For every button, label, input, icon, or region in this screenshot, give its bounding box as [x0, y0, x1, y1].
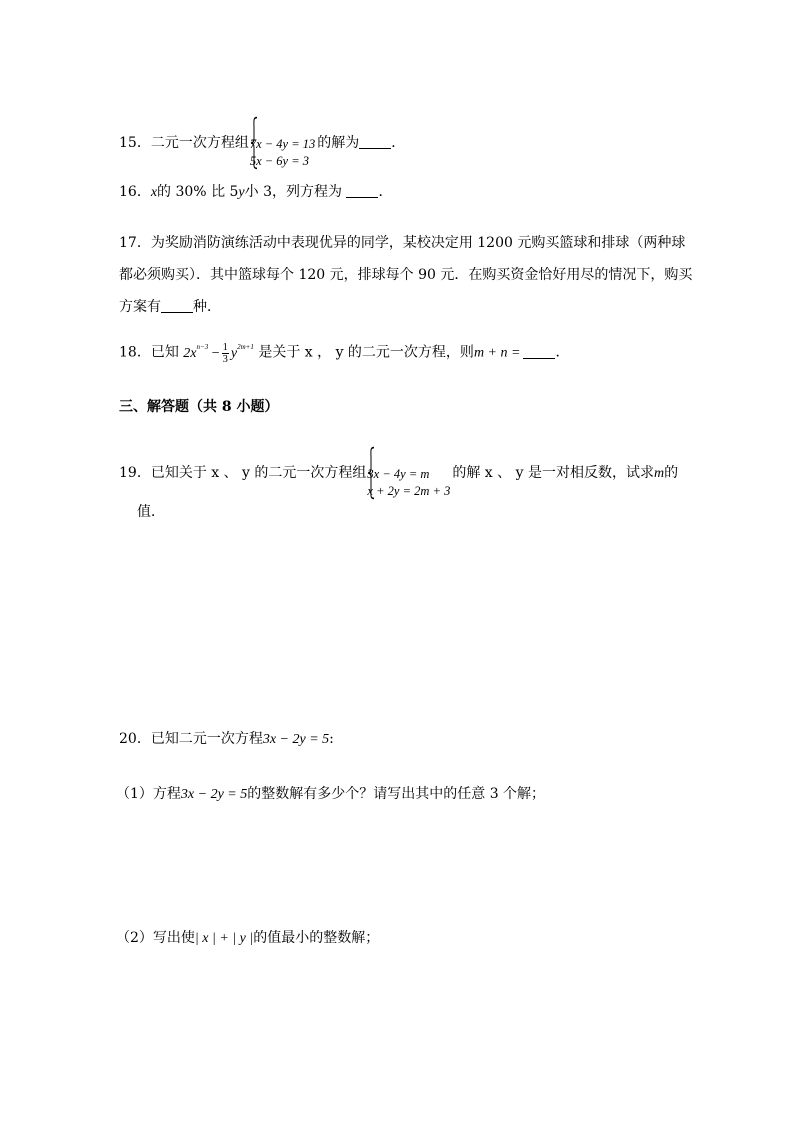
q19-eq2: x + 2y = 2m + 3: [367, 484, 451, 498]
question-19-line-2: 值．: [137, 504, 165, 520]
question-20-intro: 20．已知二元一次方程3x − 2y = 5:: [119, 731, 334, 747]
var-m: m: [653, 466, 665, 481]
question-20-part-1: （1）方程3x − 2y = 5的整数解有多少个？请写出其中的任意 3 个解；: [116, 786, 546, 802]
q18-m-plus-n: m + n =: [473, 345, 521, 361]
question-16: 16．x的 30% 比 5y小 3，列方程为 ．: [119, 184, 393, 200]
q19-eq1: 3x − 4y = m: [367, 467, 430, 481]
q18-expression: $2x^{n-3}$ − $\frac{1}{3}$ $y^{2m+1}$: [183, 342, 254, 365]
question-20-part-2: （2）写出使| x | + | y |的值最小的整数解；: [116, 930, 380, 946]
question-19: 19．已知关于 x 、 y 的二元一次方程组 3x − 4y = m x + 2y = 2m + 3 的解 x 、 y 是一对相反数，试求m的: [119, 446, 678, 500]
q19-equation-system: [367, 446, 450, 500]
q15-text-before: 15．二元一次方程组: [119, 135, 249, 151]
q15-eq2: 5x − 6y = 3: [249, 154, 310, 168]
left-brace-icon: [250, 116, 258, 170]
question-15: 15．二元一次方程组 7x − 4y = 13 5x − 6y = 3 的解为 ．: [119, 116, 405, 170]
question-17-line-2: 都必须购买）．其中篮球每个 120 元，排球每个 90 元．在购买资金恰好用尽的情况下，购买: [119, 267, 693, 283]
q16-answer-blank: [346, 183, 378, 198]
q18-answer-blank: [523, 344, 555, 359]
left-brace-icon: [367, 446, 375, 500]
var-y: y: [238, 185, 245, 200]
question-18: 18．已知 $2x^{n-3}$ − $\frac{1}{3}$ $y^{2m+1}$ 是关于 x ， y 的二元一次方程，则m + n = ．: [119, 342, 570, 365]
q15-answer-blank: [359, 134, 391, 149]
question-17-line-3: 方案有 种．: [119, 299, 221, 315]
q17-answer-blank: [161, 298, 193, 313]
q20-abs-expression: | x | + | y |: [194, 931, 254, 946]
q15-eq1: 7x − 4y = 13: [249, 137, 316, 151]
q15-equation-system: [250, 116, 315, 170]
var-x: x: [150, 185, 158, 200]
q20-equation: 3x − 2y = 5: [262, 732, 330, 747]
question-17-line-1: 17．为奖励消防演练活动中表现优异的同学，某校决定用 1200 元购买篮球和排球（两种球: [119, 235, 686, 251]
section-3-heading: 三、解答题（共 8 小题）: [119, 399, 279, 415]
q15-text-after: 的解为: [317, 135, 360, 151]
